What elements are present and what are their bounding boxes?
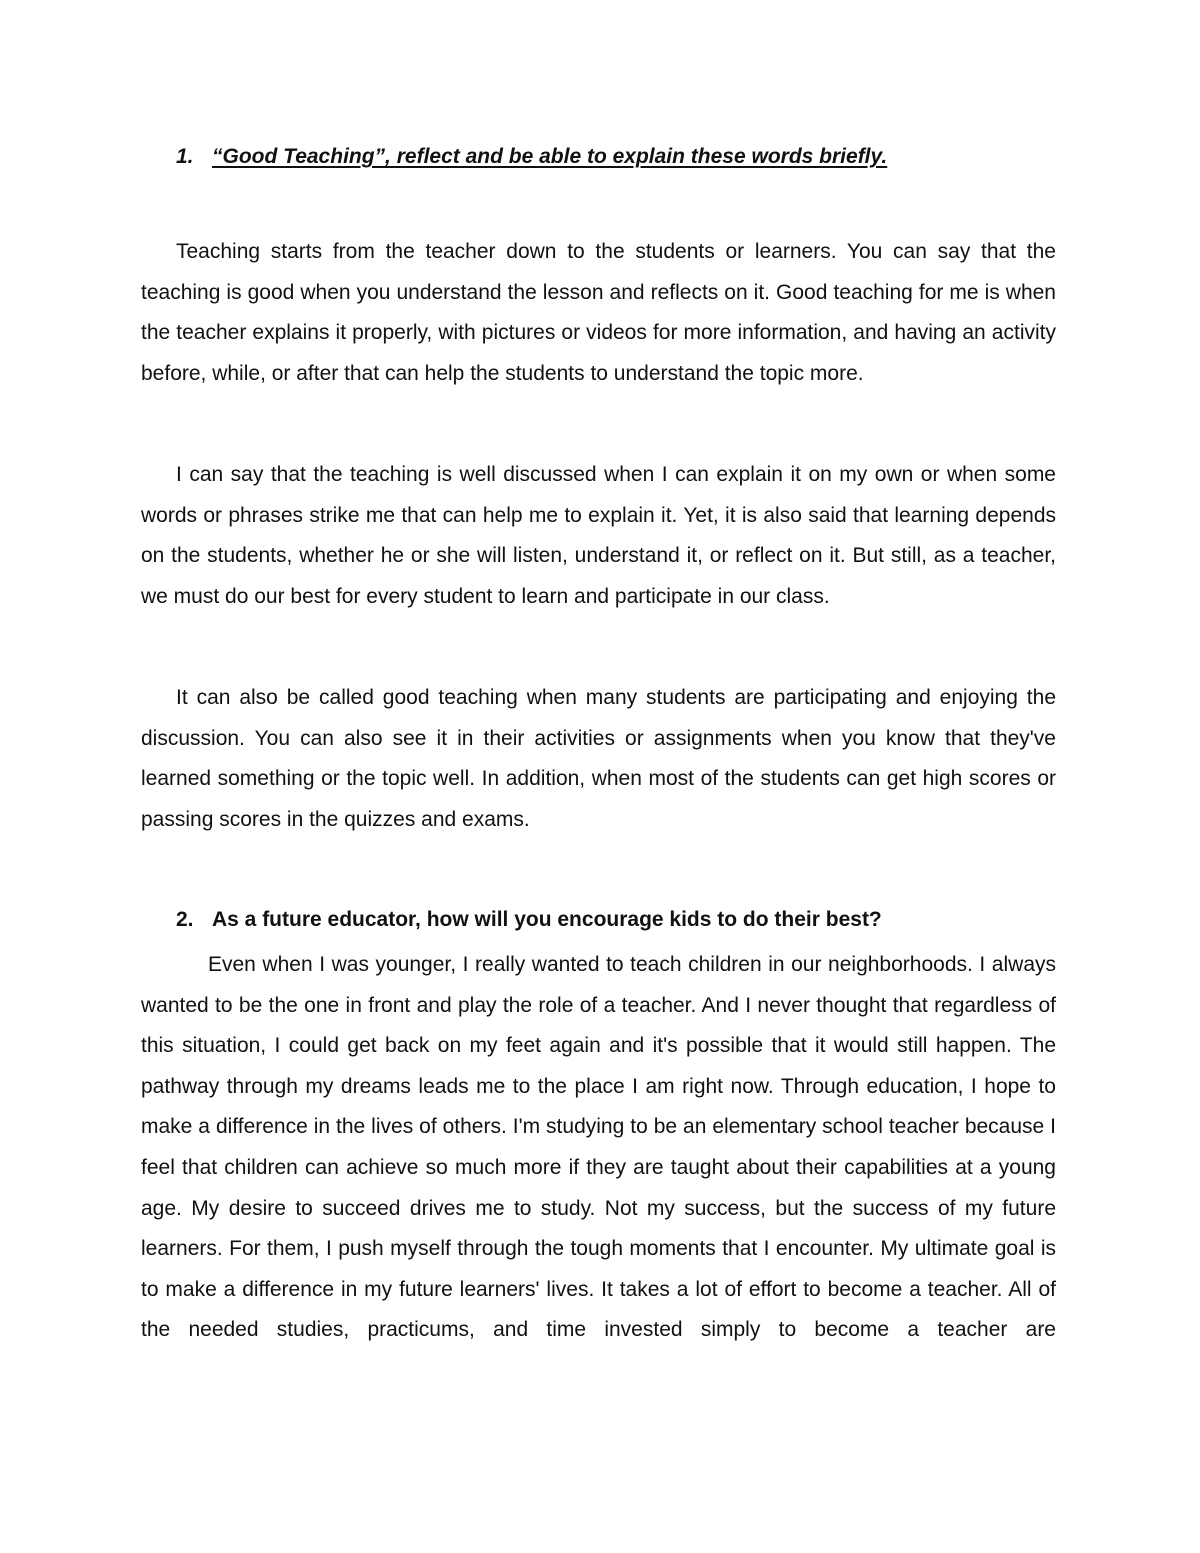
question-2-paragraph-1: Even when I was younger, I really wanted to teach children in our neighborhoods. I always wanted to be the one in front and play the role of a teacher. And I never thought that regardless of this situation, I could get back on my feet again and it's possible that it would still happen. The pathway through my dreams leads me to the place I am right now. Through education, I hope to make a difference in the lives of others. I'm studying to be an elementary school teacher because I feel that children can achieve so much more if they are taught about their capabilities at a young age. My desire to succeed drives me to study. Not my success, but the success of my future learners. For them, I push myself through the tough moments that I encounter. My ultimate goal is to make a difference in my future learners' lives. It takes a lot of effort to become a teacher. All of the needed studies, practicums, and time invested simply to become a teacher are	[141, 953, 1056, 1342]
question-2-title: As a future educator, how will you encourage kids to do their best?	[212, 908, 882, 931]
question-2-number: 2.	[176, 908, 194, 931]
question-1-paragraph-1: Teaching starts from the teacher down to the students or learners. You can say that the teaching is good when you understand the lesson and reflects on it. Good teaching for me is when the teacher explains it properly, with pictures or videos for more information, and having an activity before, while, or after that can help the students to understand the topic more.	[141, 240, 1056, 385]
question-1-paragraph-3: It can also be called good teaching when many students are participating and enjoying the discussion. You can also see it in their activities or assignments when you know that they've learned something or the topic well. In addition, when most of the students can get high scores or passing scores in the quizzes and exams.	[141, 686, 1056, 831]
question-2-heading	[176, 906, 882, 934]
question-1-number: 1.	[176, 145, 194, 168]
question-1-heading	[176, 143, 887, 171]
question-1-title: “Good Teaching”, reflect and be able to explain these words briefly.	[212, 145, 888, 168]
question-1-paragraph-2: I can say that the teaching is well discussed when I can explain it on my own or when some words or phrases strike me that can help me to explain it. Yet, it is also said that learning depends on the students, whether he or she will listen, understand it, or reflect on it. But still, as a teacher, we must do our best for every student to learn and participate in our class.	[141, 463, 1056, 608]
